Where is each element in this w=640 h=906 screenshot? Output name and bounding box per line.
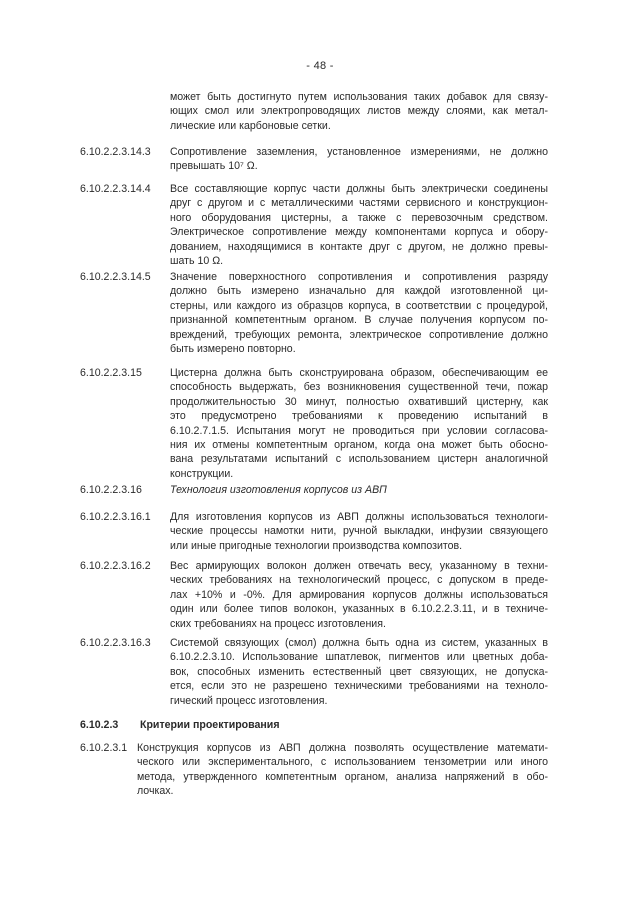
text-line: лочках. <box>137 785 174 798</box>
text-line: Критерии проектирования <box>140 719 280 731</box>
paragraph-number: 6.10.2.2.3.15 <box>80 367 142 379</box>
paragraph-number: 6.10.2.3.1 <box>80 742 128 754</box>
text-line: дованием, находящимися в контакте друг с другом, не должно превы- <box>170 240 548 253</box>
text-line: один или более типов волокон, указанных в 6.10.2.2.3.11, и в техниче- <box>170 603 548 616</box>
text-line: Все составляющие корпус части должны быть электрически соединены <box>170 183 548 195</box>
text-line: превышать 10⁷ Ω. <box>170 160 258 173</box>
text-line: ческие процессы намотки нити, ручной выкладки, инфузии связующего <box>170 525 548 538</box>
paragraph-text <box>137 741 548 799</box>
text-line: может быть достигнуто путем использования таких добавок для связу- <box>170 91 548 103</box>
text-line: метода, утвержденного компетентным органом, анализа напряжений в обо- <box>137 770 548 783</box>
text-line: друг с другом и с металлическими частями сервисного и конструкцион- <box>170 197 548 210</box>
paragraph-number: 6.10.2.3 <box>80 719 119 731</box>
text-line: Цистерна должна быть сконструирована образом, обеспечивающим ее <box>170 367 548 379</box>
paragraph-number: 6.10.2.2.3.16.3 <box>80 637 151 649</box>
paragraph-text <box>170 182 548 268</box>
paragraph-number: 6.10.2.2.3.16 <box>80 484 142 496</box>
text-line: ния их отмены компетентным органом, когда она может быть обосно- <box>170 439 548 452</box>
text-line: вок, способных изменить естественный цвет связующих, не допуска- <box>170 665 548 678</box>
paragraph-number: 6.10.2.2.3.14.3 <box>80 146 151 158</box>
text-line: Технология изготовления корпусов из АВП <box>170 484 387 496</box>
text-line: ного оборудования цистерны, а также с перевозочным средством. <box>170 211 548 224</box>
text-line: 6.10.2.7.1.5. Испытания могут не проводиться при условии согласова- <box>170 424 548 437</box>
text-line: Значение поверхностного сопротивления и сопротивления разряду <box>170 271 548 283</box>
text-line: ющих смол или электропроводящих листов между слоями, как метал- <box>170 105 548 118</box>
paragraph-text <box>170 510 548 553</box>
paragraph-number: 6.10.2.2.3.14.4 <box>80 183 151 195</box>
text-line: ских требованиях на процесс изготовления. <box>170 617 386 630</box>
paragraph-text <box>170 366 548 481</box>
text-line: стерны, или каждого из образцов корпуса, в соответствии с процедурой, <box>170 299 548 312</box>
text-line: лах +10% и -0%. Для армирования корпусов должны использоваться <box>170 588 548 601</box>
page-number: - 48 - <box>306 60 334 72</box>
text-line: конструкции. <box>170 467 234 480</box>
text-line: ется, если это не разрешено техническими требованиями на техноло- <box>170 680 548 693</box>
text-line: лические или карбоновые сетки. <box>170 119 331 132</box>
paragraph-text <box>170 145 548 174</box>
text-line: Системой связующих (смол) должна быть одна из систем, указанных в <box>170 637 548 649</box>
text-line: способность выдержать, без возникновения существенной течи, пожар <box>170 381 548 394</box>
paragraph-text <box>170 636 548 708</box>
text-line: это предусмотрено требованиями к проведению испытаний в <box>170 410 548 423</box>
text-line: гический процесс изготовления. <box>170 694 328 707</box>
text-line: Сопротивление заземления, установленное измерениями, не должно <box>170 146 548 158</box>
paragraph-text <box>170 559 548 631</box>
text-line: признанной компетентным органом. В случае получения корпусом по- <box>170 314 548 327</box>
paragraph-number: 6.10.2.2.3.14.5 <box>80 271 151 283</box>
text-line: ческих требованиях на технологический процесс, с допуском в преде- <box>170 574 548 587</box>
text-line: шать 10 Ω. <box>170 255 224 268</box>
text-line: Вес армирующих волокон должен отвечать весу, указанному в техни- <box>170 560 548 572</box>
text-line: вана результатами испытаний с использованием цистерн аналогичной <box>170 453 548 466</box>
text-line: быть измерено повторно. <box>170 343 296 356</box>
paragraph-text <box>170 270 548 356</box>
text-line: вреждений, требующих ремонта, электрическое сопротивление должно <box>170 328 548 341</box>
text-line: 6.10.2.2.3.10. Использование шпатлевок, пигментов или цветных доба- <box>170 651 548 664</box>
text-line: Электрическое сопротивление между компонентами корпуса и обору- <box>170 226 548 239</box>
text-line: или иные пригодные технологии производства композитов. <box>170 539 463 552</box>
text-line: продолжительностью 30 минут, полностью охвативший цистерну, как <box>170 395 548 408</box>
text-line: должно быть измерено изначально для каждой изготовленной ци- <box>170 285 548 298</box>
paragraph-text <box>170 90 548 133</box>
text-line: Конструкция корпусов из АВП должна позволять осуществление математи- <box>137 742 548 754</box>
paragraph-text <box>170 483 548 497</box>
paragraph-number: 6.10.2.2.3.16.2 <box>80 560 151 572</box>
text-line: Для изготовления корпусов из АВП должны использоваться технологи- <box>170 511 548 523</box>
paragraph-number: 6.10.2.2.3.16.1 <box>80 511 151 523</box>
paragraph-text <box>140 718 518 732</box>
text-line: ческого или экспериментального, с использованием тензометрии или иного <box>137 756 548 769</box>
